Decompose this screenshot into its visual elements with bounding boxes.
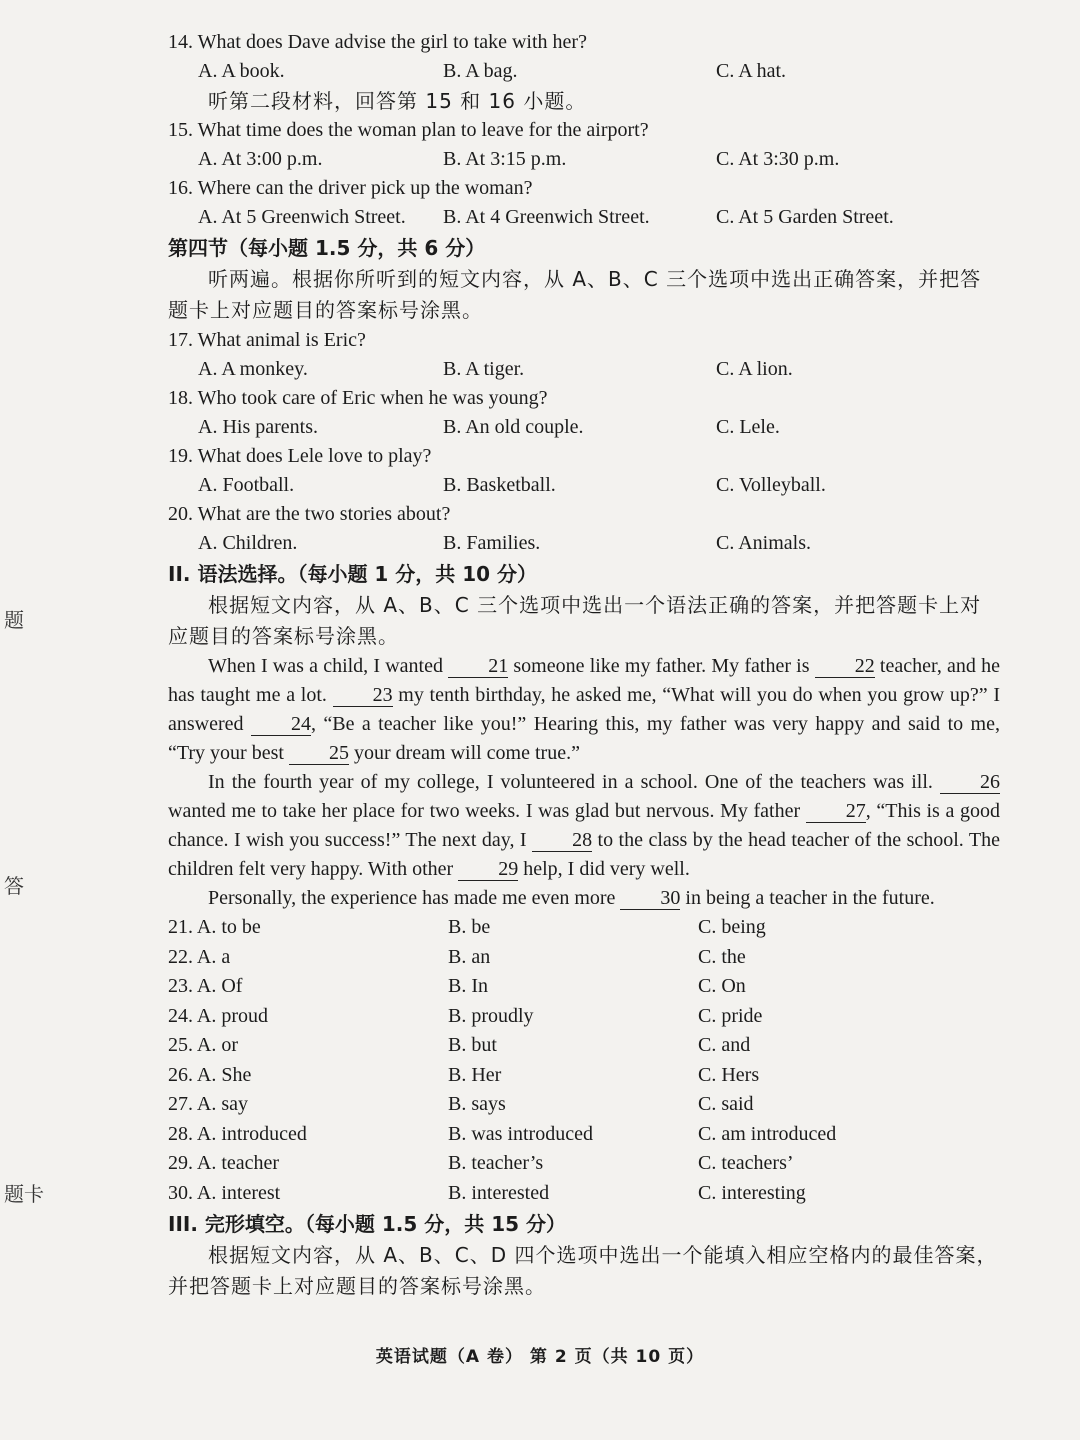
grammar-instruction: 根据短文内容，从 A、B、C 三个选项中选出一个语法正确的答案，并把答题卡上对应题目的答案标号涂黑。 <box>168 593 982 648</box>
option-c: C. Lele. <box>716 416 780 438</box>
grammar-option-row-27: 27. A. say B. says C. said <box>168 1093 754 1115</box>
question-19-options <box>168 471 1008 500</box>
page-footer: 英语试题（A 卷） 第 2 页（共 10 页） <box>375 1347 705 1367</box>
passage-paragraph-2: In the fourth year of my college, I volunteered in a school. One of the teachers was ill. 26 wanted me to take her place for two weeks. I was glad but nervous. My father 27, “This is a good chance. I wish you success!” The next day, I 28 to the class by the head teacher of the school. The children felt very happy. With other 29 help, I did very well. <box>168 771 1000 880</box>
option-b: B. A tiger. <box>443 358 525 380</box>
question-18: 18. Who took care of Eric when he was young? <box>168 387 548 409</box>
blank-28: 28 <box>532 829 592 852</box>
question-17-options <box>168 355 1008 384</box>
grammar-options <box>168 913 1008 1208</box>
question-15-options <box>168 145 1008 174</box>
blank-30: 30 <box>620 887 680 910</box>
option-c: C. A lion. <box>716 358 793 380</box>
grammar-option-row-28: 28. A. introduced B. was introduced C. am introduced <box>168 1122 837 1145</box>
question-14: 14. What does Dave advise the girl to take with her? <box>168 31 587 53</box>
grammar-option-row-30: 30. A. interest B. interested C. interesting <box>168 1181 806 1204</box>
question-14-options <box>168 57 1008 86</box>
section-4-heading: 第四节（每小题 1.5 分，共 6 分） <box>168 236 486 260</box>
cloze-heading: III. 完形填空。（每小题 1.5 分，共 15 分） <box>168 1212 566 1236</box>
blank-23: 23 <box>333 684 393 707</box>
grammar-passage <box>168 652 1008 913</box>
option-a: A. At 5 Greenwich Street. <box>198 206 406 228</box>
option-a: A. A book. <box>198 60 285 82</box>
blank-29: 29 <box>458 858 518 881</box>
option-c: C. A hat. <box>716 60 787 82</box>
option-b: B. At 3:15 p.m. <box>443 148 567 170</box>
blank-22: 22 <box>815 655 875 678</box>
grammar-heading: II. 语法选择。（每小题 1 分，共 10 分） <box>168 562 538 586</box>
passage-paragraph-3: Personally, the experience has made me even more 30 in being a teacher in the future. <box>208 887 935 909</box>
question-20-options <box>168 529 1008 558</box>
question-16: 16. Where can the driver pick up the woman? <box>168 177 533 199</box>
option-b: B. An old couple. <box>443 416 584 438</box>
question-18-options <box>168 413 1008 442</box>
grammar-option-row-25: 25. A. or B. but C. and <box>168 1034 751 1056</box>
blank-27: 27 <box>806 800 866 823</box>
option-a: A. His parents. <box>198 416 318 438</box>
option-c: C. At 3:30 p.m. <box>716 148 840 170</box>
option-b: B. Families. <box>443 532 541 554</box>
blank-26: 26 <box>940 771 1000 794</box>
grammar-option-row-26: 26. A. She B. Her C. Hers <box>168 1063 760 1086</box>
question-20: 20. What are the two stories about? <box>168 503 451 525</box>
grammar-option-row-23: 23. A. Of B. In C. On <box>168 975 746 997</box>
margin-label-3: 题卡 <box>4 1182 44 1206</box>
blank-24: 24 <box>251 713 311 736</box>
option-b: B. Basketball. <box>443 474 556 496</box>
option-b: B. A bag. <box>443 60 518 82</box>
question-15: 15. What time does the woman plan to leave for the airport? <box>168 119 649 141</box>
cloze-instruction: 根据短文内容，从 A、B、C、D 四个选项中选出一个能填入相应空格内的最佳答案，并把答题卡上对应题目的答案标号涂黑。 <box>168 1243 998 1298</box>
option-b: B. At 4 Greenwich Street. <box>443 206 650 228</box>
option-a: A. Children. <box>198 532 298 554</box>
margin-label-2: 答 <box>4 874 24 898</box>
grammar-option-row-22: 22. A. a B. an C. the <box>168 945 746 968</box>
margin-label-1: 题 <box>4 608 24 632</box>
blank-21: 21 <box>448 655 508 678</box>
question-16-options <box>168 203 1008 232</box>
option-c: C. Volleyball. <box>716 474 826 496</box>
option-a: A. At 3:00 p.m. <box>198 148 323 170</box>
option-a: A. A monkey. <box>198 358 308 380</box>
passage-paragraph-1: When I was a child, I wanted 21 someone like my father. My father is 22 teacher, and he has taught me a lot. 23 my tenth birthday, he asked me, “What will you do when you grow up?” I answered 24, “Be a teacher like you!” Hearing this, my father was very happy and said to me, “Try your best 25 your dream will come true.” <box>168 655 1001 764</box>
grammar-option-row-29: 29. A. teacher B. teacher’s C. teachers’ <box>168 1152 794 1174</box>
option-c: C. Animals. <box>716 532 812 554</box>
blank-25: 25 <box>289 742 349 765</box>
grammar-option-row-21: 21. A. to be B. be C. being <box>168 916 766 938</box>
exam-content <box>168 28 1008 1302</box>
question-17: 17. What animal is Eric? <box>168 329 366 351</box>
question-19: 19. What does Lele love to play? <box>168 445 432 467</box>
listening-note: 听第二段材料，回答第 15 和 16 小题。 <box>208 89 587 113</box>
option-a: A. Football. <box>198 474 295 496</box>
option-c: C. At 5 Garden Street. <box>716 206 894 228</box>
section-4-instruction: 听两遍。根据你所听到的短文内容，从 A、B、C 三个选项中选出正确答案，并把答题卡上对应题目的答案标号涂黑。 <box>168 267 982 322</box>
grammar-option-row-24: 24. A. proud B. proudly C. pride <box>168 1004 763 1027</box>
